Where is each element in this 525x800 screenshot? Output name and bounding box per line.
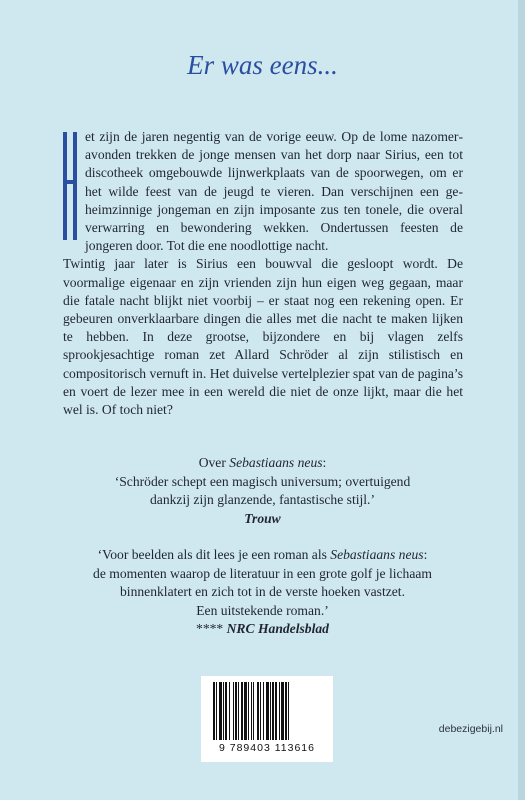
review-line: ‘Voor beelden als dit lees je een roman als Sebastiaans neus: <box>97 547 428 562</box>
blurb-paragraph-2: Twintig jaar later is Sirius een bouwval die gesloopt wordt. De voormalige eigenaar en zijn vrienden zijn hun eigen weg gegaan, maar die fatale nacht blijkt niet voorbij – er staat nog een rekening open. Er gebeuren onverklaarbare dingen die alles met die nacht te maken lijken te hebben. In deze grootse, bijzondere en bij vlagen zelfs sprookjesachtige roman zet Allard Schröder al zijn stilistisch en compositorisch vernuft in. Het duivelse vertelplezier spat van de pagina’s en voert de lezer mee in een wereld die niet de onze lijkt, maar die het wel is. Of toch niet? <box>63 256 463 418</box>
review-source: **** NRC Handelsblad <box>196 621 329 636</box>
cover-edge <box>518 0 525 800</box>
review-intro: Over Sebastiaans neus: <box>198 455 327 470</box>
review-stars: **** <box>196 621 224 636</box>
review-source: Trouw <box>244 510 281 526</box>
blurb-text <box>63 128 463 419</box>
publisher-url: debezigebij.nl <box>438 723 503 735</box>
barcode-icon <box>211 682 323 740</box>
review-line: de momenten waarop de literatuur in een grote golf je lichaam <box>93 565 432 581</box>
blurb-paragraph-1: et zijn de jaren negentig van de vorige eeuw. Op de lome nazomeravonden trekken de jonge mensen van het dorp naar Sirius, een tot discotheek omgebouwde lijnwerkplaats van de spoorwegen, om er het wilde feest van de jeugd te vieren. Dan verschijnen een geheimzinnige jongeman en zijn imposante zus ten tonele, die overal verwarring en bewondering wekken. Ondertussen feesten de jongeren door. Tot die ene noodlottige nacht. <box>85 129 463 254</box>
review-quote-nrc <box>0 546 525 639</box>
isbn-number: 9 789403 113616 <box>219 742 315 754</box>
dropcap-letter <box>63 132 77 242</box>
review-line: Een uitstekende roman.’ <box>196 602 329 618</box>
isbn-barcode <box>201 676 333 762</box>
review-line: dankzij zijn glanzende, fantastische stijl.’ <box>150 492 375 507</box>
review-line: binnenklatert en zich tot in de verste hoeken vastzet. <box>120 584 405 599</box>
cover-title: Er was eens... <box>187 50 338 80</box>
review-quote-trouw <box>0 454 525 528</box>
review-line: ‘Schröder schept een magisch universum; overtuigend <box>114 473 411 489</box>
